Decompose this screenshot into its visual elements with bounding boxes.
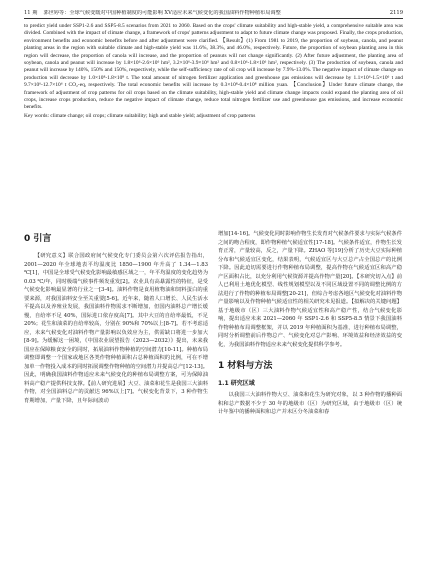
body-columns: [24, 230, 403, 417]
paper-page: [24, 10, 403, 569]
abstract-text: to predict yield under SSP1-2.6 and SSP5-8.5 scenarios from 2021 to 2060. Based on the crops' climate suitability and high-stable yield, a comprehensive suitable area was divided. Combined with the impact of climate change, a framework of crops' patterns adjustment to adapt to future climate change was proposed. Finally, the crops production, environment benefits and economic benefits before and after adjustment were clarified. 【Result】(1) From 1981 to 2019, the proportion of soybean, canola, and peanut planting areas in the region with suitable climate and high-stable yield was 11.6%, 38.3%, and 46.0%, respectively. Future, the proportion of soybean planting area in this region will decrease, the proportion of canola will increase, and the proportion of peanuts will not change significantly. (2) After future adjustment, the planting area of soybean, canola and peanut will increase by 1.8×10⁶-2.6×10⁶ hm², 3.2×10⁶-3.9×10⁶ hm² and 0.8×10⁶-1.8×10⁶ hm², respectively. (3) The production of soybean, canola and peanut will increase by 140%, 150% and 150%, respectively, while the self-sufficiency rate of oil crop will increase by 7.9%-13.0%. The negative impact of climate change on production will decrease by 1.0×10⁸-1.8×10⁸ t. The total amount of nitrogen fertilizer application and greenhouse gas emissions will decrease by 1.1×10⁶-1.5×10⁶ t and 9.7×10⁶-12.7×10⁶ t CO₂-eq, respectively. The total economic benefits will increase by 0.3×10⁸-0.4×10⁸ million yuan. 【Conclusion】Under future climate change, the framework of adjustment of crop patterns for oil crops based on the climate suitability, high-stable yield and climate change impacts could expand the planting area of oil crops, increase crops production, reduce the negative impact of climate change, reduce total nitrogen fertilizer use and greenhouse gas emissions, and increase economic benefits.: [24, 23, 403, 111]
running-title: 郭世婷等：全球气候变暖对中国种植制度的可能影响 XV适应未来气候变化的我国油料作物种植布局调整: [43, 10, 281, 16]
section-title-materials-methods: 1 材料与方法: [218, 361, 273, 371]
study-area-paragraph: 以我国三大油料作物大豆、油菜和花生为研究对象，以 3 种作物的播种面积和总产数据不少于 30 年的地级市（区）为研究区域，由于地级市（区）统计年鉴中的播种面积和总产并未区分冬油菜和春: [218, 392, 402, 415]
subsection-title-study-area: 1.1 研究区域: [218, 380, 255, 387]
issue-label: 11 期: [24, 10, 38, 16]
english-abstract: [24, 23, 403, 112]
intro-paragraph-continued: 增加[14-16]。气候变化同时影响作物生长发育对气候条件要求与实际气候条件之间的吻合程度，即作物种植气候适宜性[17-18]。气候条件适宜，作物生长发育正常，产量较高，反之，产量下降。ZHAO 等[19]分析了历史大豆实际种植分布和气候适宜区变化，结果表明，气候适宜区与大豆总产占全国总产的比例下降。因此迫切需要进行作物种植布局调整，提高作物在气候适宜区和高产稳产区面积占比，以充分利用气候资源并提高作物产量[20]。【本研究切入点】前人已利用土地优化模型、线性规划模型以及不同区域设置不同的调整比例的方法进行了作物的种植布局调整[20-21]，但综合考虑各地区气候变化对油料作物产量影响以及作物种植气候适宜性的相关研究未见报道。【拟解决的关键问题】基于地级市（区）三大油料作物气候适宜性和高产稳产性，结合气候变化影响，提出适应未来 2021—2060 年 SSP1-2.6 和 SSP5-8.5 情景下我国油料作物种植布局调整框架，并以 2019 年种植面积为基准，进行种植布局调整，同时分析调整前后作物总产、气候变化对总产影响、环境效益和经济效益的变化，为我国油料作物适应未来气候变化提供科学参考。: [218, 231, 402, 348]
running-header: [24, 10, 403, 19]
keywords: Key words: climate change; oil crops; climate suitability; high and stable yield; adjustment of crop patterns: [24, 112, 256, 119]
right-column: [218, 230, 402, 417]
left-column: [24, 230, 208, 417]
section-title-introduction: 0 引言: [24, 234, 52, 244]
page-number: 2119: [389, 10, 403, 16]
intro-paragraph: 【研究意义】联合国政府间气候变化专门委员会第六次评估报告指出，2001—2020 年全球地表平均温度比 1850—1900 年升高了 1.34—1.83 ℃[1]，中国是全球受气候变化影响最敏感区域之一，年平均温度的变化趋势为 0.03 ℃/年，同时极端气候事件频发重发[2]。农业具有高暴露性的特征，是受气候变化影响最显著的行业之一[3-4]。油料作物是食用植物油和饲料蛋白的重要来源，对我国油料安全至关重要[5-6]。近年来，随着人口增长、人民生活水平提高以及养殖业发展，我国油料作物需求不断增加，但国内油料总产增长缓慢，自给率不足 40%，国际进口依存度高[7]。其中大豆的自给率最低，不足 20%；花生和油菜的自给率较高，分别在 90%和 70%以上[8-7]。若不考虑适应，未来气候变化对油料作物产量影响以负效应为主，供需缺口将进一步加大[8-9]。为缓解这一困境，《中国农业展望报告（2023—2032）》提出，未来我国应在保障粮食安全的同时，拓展油料作物种植的空间潜力[10-11]。种植布局调整即调整一个国家或地区各类作物种植面积占总种植面积的比例，可在不增加单一作物投入成本的同时拓展调整作物种植的空间潜力并提高总产[12-13]。因此，明确我国油料作物适应未来气候变化的种植布局调整方案，可为保障油料高产稳产提供科技支撑。【前人研究进展】大豆、油菜和花生是我国三大油料作物，对全国油料总产的贡献达 96%以上[7]。气候变化背景下，3 种作物生育期增加，产量下降，且年际间波动: [24, 253, 208, 404]
